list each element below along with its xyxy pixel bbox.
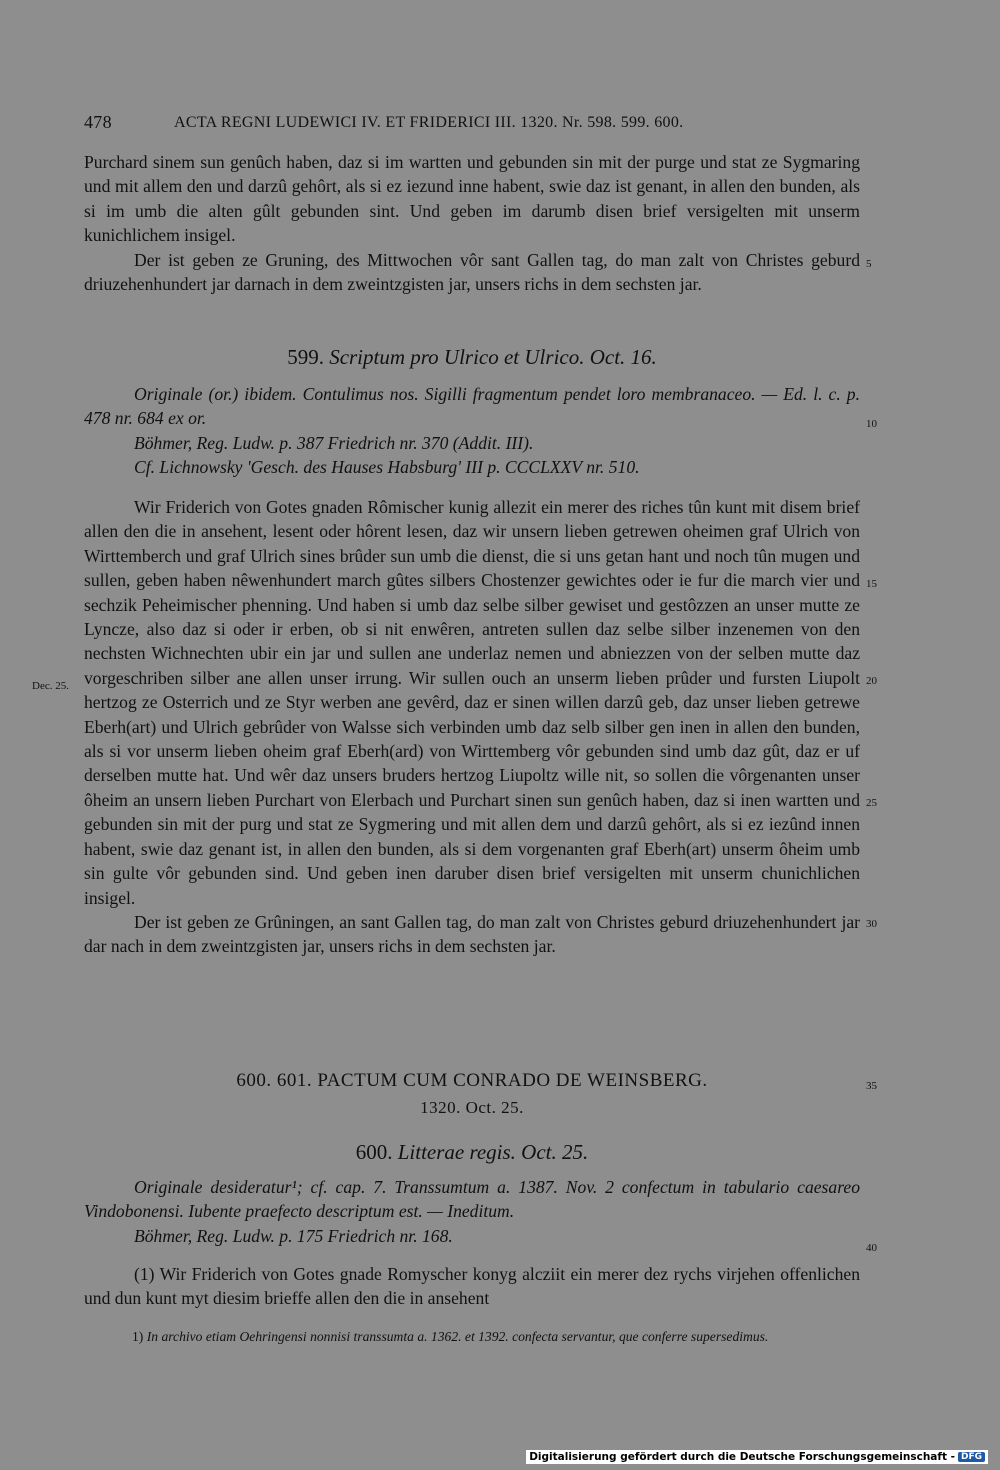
funding-credit	[526, 1450, 988, 1464]
line-number: 30	[866, 918, 877, 930]
paragraph: Wir Friderich von Gotes gnaden Rômischer kunig allezit ein merer des riches tûn kunt mit disem brief allen den die in ansehent, lesent oder hôrent lesen, daz wir unsern lieben getrewen oheimen graf Ulrich von Wirttemberch und graf Ulrich sines brûder sun umb die dienst, die si uns getan hant und noch tûn mugen und sullen, geben haben nêwenhundert march gûtes silbers Chostenzer gewichtes oder ie fur die march vier und sechzik Peheimischer phenning. Und haben si umb daz selbe silber gewiset und gestôzzen an unser mutte ze Lyncze, also daz si oder ir erben, ob si nit enwêren, antreten sullen daz selbe silber inzenemen von den nechsten Wichnechten ubir ein jar und sullen ane underlaz nemen und abniezzen von der selben mutte daz vorgeschriben silber ane allen unser irrung. Wir sullen ouch an unserm lieben prûder und fursten Liupolt hertzog ze Osterrich und ze Styr werben ane gevêrd, daz er sinen willen darzû geb, daz unser lieben getrewe Eberh(art) und Ulrich gebrûder von Walsse sich verbinden umb daz selb silber gen inen in allen den bunden, als si vor unserm lieben oheim graf Eberh(ard) von Wirttemberg vôr gebunden sind umb daz gût, daz er uf derselben mutte hat. Und wêr daz unsers bruders hertzog Liupoltz wille nit, so sollen die vôrgenanten unser ôheim an unsern lieben Purchart von Elerbach und Purchart sinen sun genûch haben, daz si inen wartten und gebunden sin mit der purg und stat ze Sygmering und mit allen dem und darzû gehôrt, als si ez iezûnd innen habent, swie daz genant ist, in allen den bunden, als si dem vorgenanten graf Eberh(art) unserm ôheim umb sin gulte vôr gebunden sind. Und geben inen daruber disen brief versigelten mit unserm chunichlichen insigel.	[84, 497, 860, 908]
footnote	[84, 1326, 860, 1347]
source-note: Böhmer, Reg. Ludw. p. 387 Friedrich nr. 370 (Addit. III).	[134, 432, 534, 453]
section-heading: Scriptum pro Ulrico et Ulrico. Oct. 16.	[329, 345, 657, 369]
dfg-logo: DFG	[958, 1452, 985, 1462]
paragraph: Der ist geben ze Gruning, des Mittwochen vôr sant Gallen tag, do man zalt von Christes geburd driuzehenhundert jar darnach in dem zweintzgisten jar, unsers richs in dem sechsten jar.	[84, 249, 860, 295]
margin-date: Dec. 25.	[32, 680, 69, 692]
page-number: 478	[84, 112, 112, 132]
paragraph: Der ist geben ze Grûningen, an sant Gallen tag, do man zalt von Christes geburd driuzehenhundert jar dar nach in dem zweintzgisten jar, unsers richs in dem sechsten jar.	[84, 911, 860, 957]
credit-text: Digitalisierung gefördert durch die Deutsche Forschungsgemeinschaft -	[529, 1451, 955, 1463]
section-title-600-601: 600. 601. PACTUM CUM CONRADO DE WEINSBERG.	[236, 1070, 708, 1091]
line-number: 35	[866, 1080, 877, 1092]
section-heading: Litterae regis. Oct. 25.	[397, 1140, 589, 1164]
section-title-600	[84, 1140, 860, 1165]
top-text-block	[84, 150, 860, 296]
line-number: 25	[866, 797, 877, 809]
running-title: ACTA REGNI LUDEWICI IV. ET FRIDERICI III. 1320. Nr. 598. 599. 600.	[174, 114, 684, 131]
source-note: Böhmer, Reg. Ludw. p. 175 Friedrich nr. 168.	[134, 1225, 453, 1246]
source-notes-599	[84, 382, 860, 480]
body-600	[84, 1262, 860, 1311]
footnote-text: In archivo etiam Oehringensi nonnisi transsumta a. 1362. et 1392. confecta servantur, que conferre supersedimus.	[146, 1329, 769, 1344]
paragraph: Purchard sinem sun genûch haben, daz si im wartten und gebunden sin mit der purge und stat ze Sygmaring und mit allem den und darzû gehôrt, als si ez iezund inne habent, swie daz ist genant, in allen den bunden, als si im umb die alten gûlt gebunden sint. Und geben im darumb disen brief versigelten mit unserm kunichlichem insigel.	[84, 152, 860, 246]
source-note: Originale (or.) ibidem. Contulimus nos. Sigilli fragmentum pendet loro membranaceo. — Ed. l. c. p. 478 nr. 684 ex or.	[84, 384, 860, 429]
source-note: Originale desideratur¹; cf. cap. 7. Transsumtum a. 1387. Nov. 2 confectum in tabulario caesareo Vindobonensi. Iubente praefecto descriptum est. — Ineditum.	[84, 1177, 860, 1222]
footnote-mark: 1)	[132, 1329, 144, 1344]
source-note: Cf. Lichnowsky 'Gesch. des Hauses Habsburg' III p. CCCLXXV nr. 510.	[134, 457, 640, 478]
section-number: 600.	[355, 1140, 393, 1164]
source-notes-600	[84, 1175, 860, 1248]
line-number: 5	[866, 258, 872, 270]
line-number: 20	[866, 675, 877, 687]
body-599	[84, 495, 860, 959]
line-number: 40	[866, 1242, 877, 1254]
section-date-600-601: 1320. Oct. 25.	[420, 1098, 524, 1117]
line-number: 10	[866, 418, 877, 430]
section-number: 599.	[287, 345, 324, 369]
section-title-599	[84, 345, 860, 370]
line-number: 15	[866, 578, 877, 590]
paragraph: (1) Wir Friderich von Gotes gnade Romyscher konyg alcziit ein merer dez rychs virjehen offenlichen und dun kunt myt diesim brieffe allen den die in ansehent	[84, 1264, 860, 1309]
